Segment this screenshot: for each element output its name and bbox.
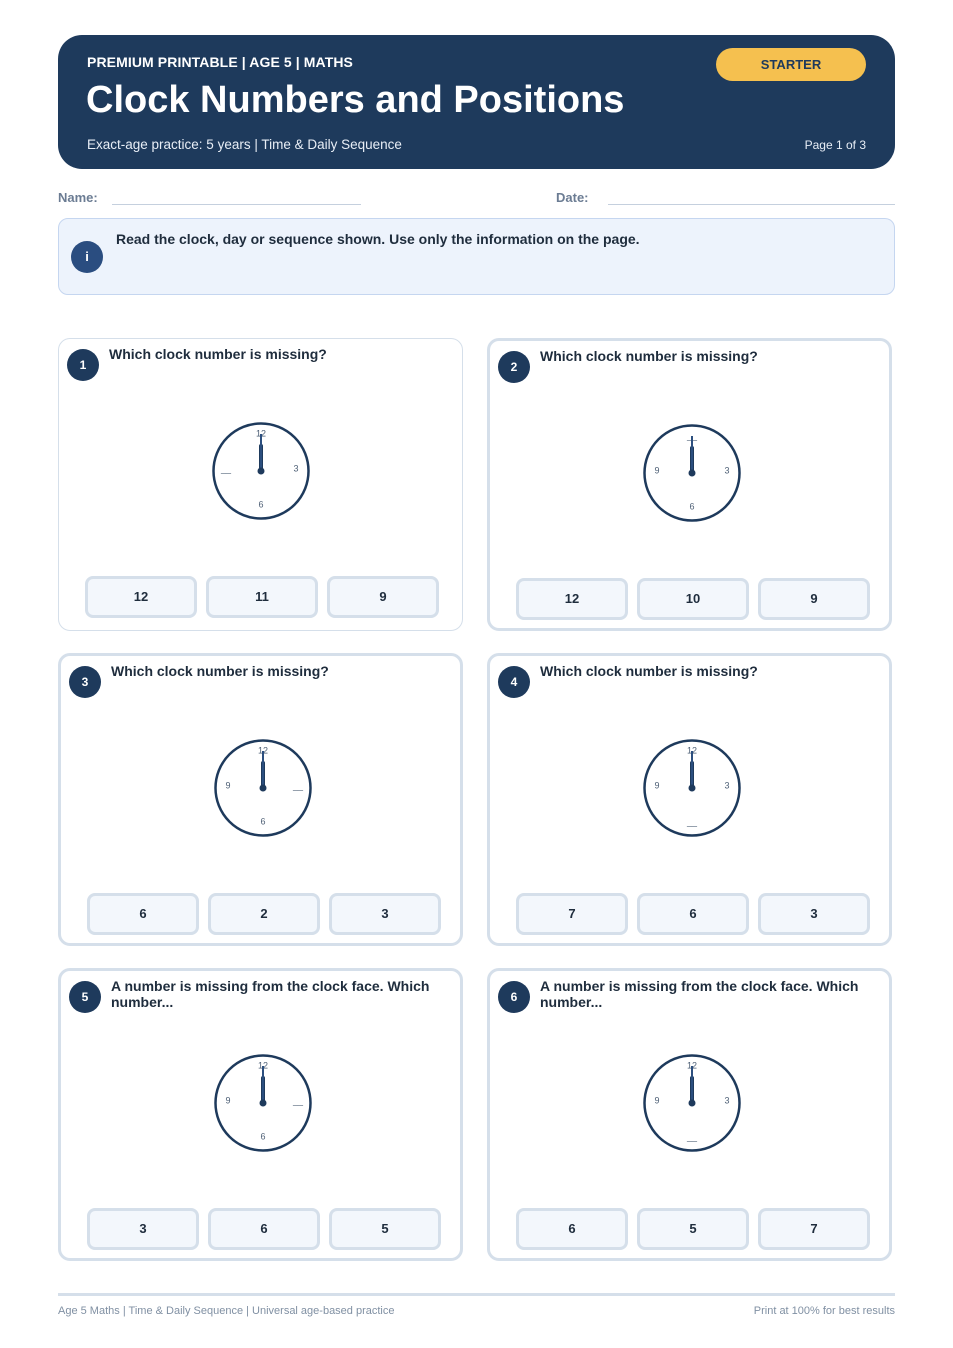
- clock-face: [640, 421, 744, 525]
- answer-option[interactable]: 12: [85, 576, 197, 618]
- clock-face: [211, 736, 315, 840]
- clock-number-bottom: 6: [260, 1131, 266, 1142]
- answer-option[interactable]: 5: [329, 1208, 441, 1250]
- page-number: Page 1 of 3: [804, 138, 866, 152]
- clock-center: [258, 468, 265, 475]
- question-number: 4: [498, 666, 530, 698]
- instruction-box: [58, 218, 895, 295]
- question-card: [487, 968, 892, 1261]
- header-banner: [58, 35, 895, 169]
- clock-number-bottom: __: [686, 1131, 698, 1142]
- answer-option[interactable]: 9: [327, 576, 439, 618]
- question-text: Which clock number is missing?: [111, 663, 329, 679]
- answer-option[interactable]: 12: [516, 578, 628, 620]
- date-label: Date:: [556, 190, 589, 205]
- clock-number-bottom: 6: [260, 816, 266, 827]
- clock-number-left: 9: [654, 780, 660, 791]
- info-icon: i: [71, 241, 103, 273]
- header-kicker: PREMIUM PRINTABLE | AGE 5 | MATHS: [87, 54, 353, 70]
- question-text: A number is missing from the clock face. Which number...: [540, 978, 859, 1010]
- footer-right: Print at 100% for best results: [753, 1305, 895, 1317]
- answer-option[interactable]: 9: [758, 578, 870, 620]
- question-text: Which clock number is missing?: [540, 348, 758, 364]
- date-field[interactable]: [608, 204, 895, 205]
- question-text: Which clock number is missing?: [540, 663, 758, 679]
- clock-face: [640, 1051, 744, 1155]
- name-label: Name:: [58, 190, 98, 205]
- clock-number-right: 3: [724, 465, 730, 476]
- answer-option[interactable]: 3: [87, 1208, 199, 1250]
- clock-number-top: 12: [686, 745, 698, 756]
- footer-divider: [58, 1293, 895, 1296]
- footer-left: Age 5 Maths | Time & Daily Sequence | Universal age-based practice: [58, 1305, 395, 1317]
- clock-number-bottom: __: [686, 816, 698, 827]
- name-field[interactable]: [112, 204, 361, 205]
- answer-option[interactable]: 6: [208, 1208, 320, 1250]
- answer-option[interactable]: 2: [208, 893, 320, 935]
- question-number: 2: [498, 351, 530, 383]
- answer-option[interactable]: 6: [87, 893, 199, 935]
- clock-face: [209, 419, 313, 523]
- clock-number-left: 9: [225, 1095, 231, 1106]
- clock-number-top: 12: [686, 1060, 698, 1071]
- clock-face: [640, 736, 744, 840]
- clock-center: [689, 470, 696, 477]
- question-card: [58, 653, 463, 946]
- answer-option[interactable]: 5: [637, 1208, 749, 1250]
- clock-number-top: 12: [257, 1060, 269, 1071]
- answer-option[interactable]: 3: [758, 893, 870, 935]
- answer-option[interactable]: 6: [637, 893, 749, 935]
- clock-number-left: 9: [225, 780, 231, 791]
- clock-center: [689, 1100, 696, 1107]
- answer-option[interactable]: 11: [206, 576, 318, 618]
- clock-face: [211, 1051, 315, 1155]
- clock-number-left: 9: [654, 1095, 660, 1106]
- answer-option[interactable]: 3: [329, 893, 441, 935]
- clock-number-right: 3: [293, 463, 299, 474]
- question-text: A number is missing from the clock face. Which number...: [111, 978, 430, 1010]
- clock-number-bottom: 6: [258, 499, 264, 510]
- clock-number-right: __: [292, 780, 304, 791]
- clock-center: [689, 785, 696, 792]
- question-number: 5: [69, 981, 101, 1013]
- question-card: [58, 338, 463, 631]
- question-card: [487, 338, 892, 631]
- clock-number-top: 12: [255, 428, 267, 439]
- clock-center: [260, 1100, 267, 1107]
- question-number: 3: [69, 666, 101, 698]
- question-card: [487, 653, 892, 946]
- header-subtitle: Exact-age practice: 5 years | Time & Daily Sequence: [87, 137, 402, 152]
- answer-option[interactable]: 10: [637, 578, 749, 620]
- answer-option[interactable]: 6: [516, 1208, 628, 1250]
- clock-number-top: __: [686, 430, 698, 441]
- question-card: [58, 968, 463, 1261]
- clock-center: [260, 785, 267, 792]
- level-badge: STARTER: [716, 48, 866, 81]
- clock-number-top: 12: [257, 745, 269, 756]
- question-number: 6: [498, 981, 530, 1013]
- clock-number-right: 3: [724, 780, 730, 791]
- instruction-text: Read the clock, day or sequence shown. Use only the information on the page.: [116, 231, 640, 247]
- clock-number-right: 3: [724, 1095, 730, 1106]
- question-text: Which clock number is missing?: [109, 346, 327, 362]
- clock-number-left: 9: [654, 465, 660, 476]
- answer-option[interactable]: 7: [758, 1208, 870, 1250]
- question-number: 1: [67, 349, 99, 381]
- clock-number-bottom: 6: [689, 501, 695, 512]
- page-title: Clock Numbers and Positions: [86, 79, 625, 121]
- answer-option[interactable]: 7: [516, 893, 628, 935]
- clock-number-right: __: [292, 1095, 304, 1106]
- clock-number-left: __: [220, 463, 232, 474]
